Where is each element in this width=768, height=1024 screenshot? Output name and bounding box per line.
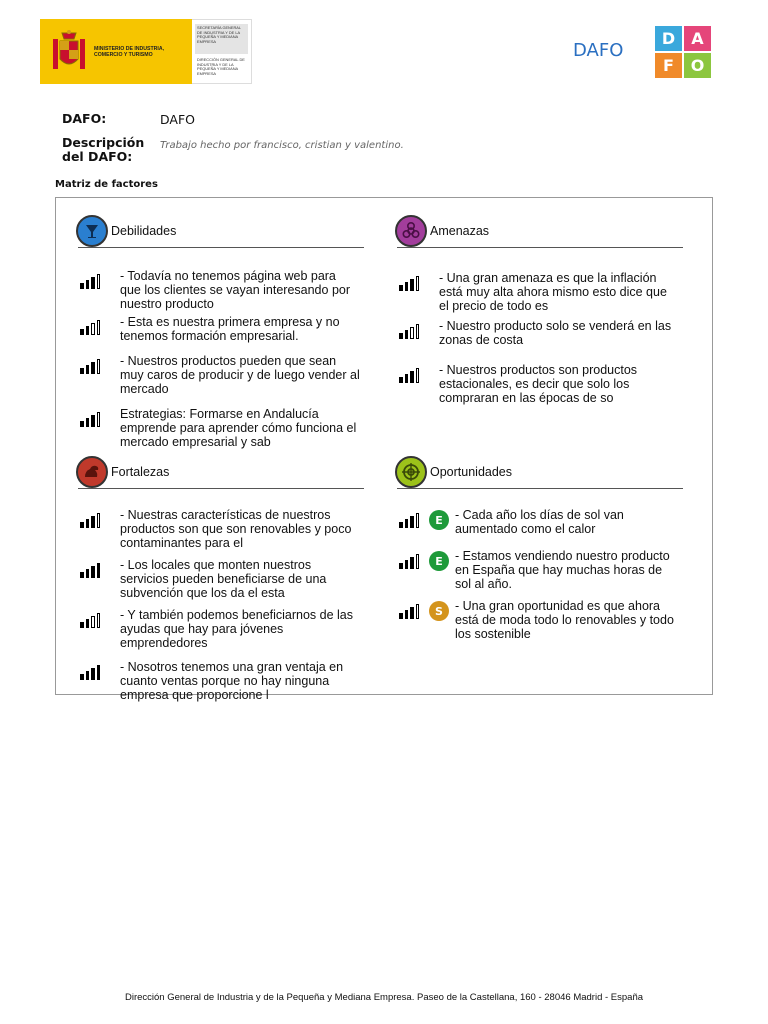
signal-bar bbox=[86, 519, 90, 528]
signal-bar bbox=[410, 607, 414, 619]
spain-crest-icon bbox=[50, 29, 88, 75]
quadrant-oportunidades bbox=[395, 456, 685, 696]
signal-bar bbox=[80, 522, 84, 528]
signal-bar bbox=[97, 274, 101, 289]
signal-bar bbox=[399, 522, 403, 528]
signal-strength-icon bbox=[80, 664, 104, 680]
signal-bar bbox=[410, 279, 414, 291]
signal-strength-icon bbox=[80, 358, 104, 374]
quadrant-title: Amenazas bbox=[430, 224, 490, 238]
ministry-logo bbox=[40, 19, 252, 84]
signal-bar bbox=[405, 374, 409, 383]
description-label-line2: del DAFO: bbox=[62, 149, 133, 164]
signal-bar bbox=[86, 569, 90, 578]
signal-bar bbox=[97, 563, 101, 578]
signal-bar bbox=[410, 371, 414, 383]
signal-bar bbox=[405, 560, 409, 569]
quadrant-header bbox=[76, 456, 169, 488]
dafo-value: DAFO bbox=[160, 112, 195, 127]
signal-bar bbox=[91, 277, 95, 289]
signal-bar bbox=[91, 362, 95, 374]
factor-item bbox=[80, 508, 364, 550]
signal-bar bbox=[399, 377, 403, 383]
dafo-label: DAFO: bbox=[62, 111, 107, 126]
signal-bar bbox=[97, 665, 101, 680]
signal-bar bbox=[97, 513, 101, 528]
factor-text: - Cada año los días de sol van aumentado como el calor bbox=[455, 508, 624, 536]
signal-bar bbox=[91, 616, 95, 628]
signal-strength-icon bbox=[399, 275, 423, 291]
factor-item bbox=[80, 269, 364, 311]
quadrant-divider bbox=[78, 488, 364, 489]
page-title: DAFO bbox=[573, 40, 624, 61]
factor-item bbox=[399, 599, 683, 641]
signal-bar bbox=[80, 421, 84, 427]
factor-item bbox=[399, 508, 683, 536]
dafo-logo-f: F bbox=[655, 53, 682, 78]
signal-strength-icon bbox=[80, 411, 104, 427]
signal-bar bbox=[399, 563, 403, 569]
factor-text: - Una gran amenaza es que la inflación está muy alta ahora mismo esto dice que el precio de todo es bbox=[439, 271, 667, 313]
signal-strength-icon bbox=[80, 319, 104, 335]
factor-text: Estrategias: Formarse en Andalucía emprende para aprender cómo funciona el mercado empresarial y sab bbox=[120, 407, 357, 449]
signal-bar bbox=[405, 282, 409, 291]
signal-strength-icon bbox=[80, 562, 104, 578]
dafo-logo-d: D bbox=[655, 26, 682, 51]
signal-bar bbox=[80, 572, 84, 578]
signal-bar bbox=[91, 415, 95, 427]
fortalezas-icon bbox=[76, 456, 108, 488]
factor-badge-icon: S bbox=[429, 601, 449, 621]
signal-bar bbox=[97, 613, 101, 628]
factor-text: - Los locales que monten nuestros servicios pueden beneficiarse de una subvención que los da el esta bbox=[120, 558, 327, 600]
quadrant-title: Debilidades bbox=[111, 224, 177, 238]
factor-text: - Nuestros productos son productos estacionales, es decir que solo los compraran en las épocas de so bbox=[439, 363, 638, 405]
factor-text: - Todavía no tenemos página web para que los clientes se vayan interesando por nuestro producto bbox=[120, 269, 351, 311]
quadrant-header bbox=[76, 215, 176, 247]
signal-strength-icon bbox=[399, 367, 423, 383]
signal-bar bbox=[410, 327, 414, 339]
signal-strength-icon bbox=[399, 603, 423, 619]
factor-text: - Y también podemos beneficiarnos de las ayudas que hay para jóvenes emprendedores bbox=[120, 608, 354, 650]
signal-bar bbox=[97, 359, 101, 374]
factor-item bbox=[399, 271, 683, 313]
signal-bar bbox=[405, 610, 409, 619]
factor-badge-icon: E bbox=[429, 510, 449, 530]
quadrant-title: Oportunidades bbox=[430, 465, 513, 479]
signal-strength-icon bbox=[80, 512, 104, 528]
page-footer: Dirección General de Industria y de la Pequeña y Mediana Empresa. Paseo de la Castellana, 160 - 28046 Madrid - España bbox=[124, 992, 644, 1003]
quadrant-divider bbox=[78, 247, 364, 248]
ministry-name: MINISTERIO DE INDUSTRIA, COMERCIO Y TURISMO bbox=[94, 45, 165, 58]
signal-bar bbox=[80, 674, 84, 680]
oportunidades-icon bbox=[395, 456, 427, 488]
description-label-line1: Descripción bbox=[62, 135, 145, 150]
factor-text: - Nuestras características de nuestros productos son que son renovables y poco contaminantes para el bbox=[120, 508, 352, 550]
factor-badge-icon: E bbox=[429, 551, 449, 571]
signal-bar bbox=[416, 513, 420, 528]
quadrant-header bbox=[395, 456, 512, 488]
ministry-logo-yellow bbox=[40, 19, 192, 84]
factor-text: - Una gran oportunidad es que ahora está de moda todo lo renovables y todo los sostenible bbox=[455, 599, 674, 641]
signal-bar bbox=[91, 516, 95, 528]
factor-text: - Nuestros productos pueden que sean muy caros de producir y de luego vender al mercado bbox=[120, 354, 360, 396]
signal-bar bbox=[86, 671, 90, 680]
signal-bar bbox=[97, 320, 101, 335]
signal-bar bbox=[416, 276, 420, 291]
description-value: Trabajo hecho por francisco, cristian y valentino. bbox=[160, 140, 404, 151]
signal-bar bbox=[91, 323, 95, 335]
factor-item bbox=[399, 319, 683, 347]
factor-item bbox=[399, 549, 683, 591]
quadrant-debilidades bbox=[76, 215, 366, 455]
quadrant-divider bbox=[397, 488, 683, 489]
factor-item bbox=[80, 558, 364, 600]
signal-bar bbox=[399, 285, 403, 291]
signal-bar bbox=[410, 557, 414, 569]
signal-bar bbox=[416, 554, 420, 569]
signal-bar bbox=[405, 330, 409, 339]
factor-text: - Nuestro producto solo se venderá en las zonas de costa bbox=[439, 319, 672, 347]
signal-bar bbox=[416, 324, 420, 339]
signal-strength-icon bbox=[399, 323, 423, 339]
factor-text: - Estamos vendiendo nuestro producto en España que hay muchas horas de sol al año. bbox=[455, 549, 670, 591]
signal-bar bbox=[399, 333, 403, 339]
quadrant-amenazas bbox=[395, 215, 685, 455]
signal-bar bbox=[86, 619, 90, 628]
signal-bar bbox=[416, 604, 420, 619]
quadrant-divider bbox=[397, 247, 683, 248]
signal-strength-icon bbox=[80, 612, 104, 628]
signal-bar bbox=[80, 622, 84, 628]
dafo-logo-a: A bbox=[684, 26, 711, 51]
quadrant-fortalezas bbox=[76, 456, 366, 702]
factor-item bbox=[399, 363, 683, 405]
secretaria-text: SECRETARÍA GENERAL DE INDUSTRIA Y DE LA PEQUEÑA Y MEDIANA EMPRESA bbox=[195, 24, 248, 54]
direccion-text: DIRECCIÓN GENERAL DE INDUSTRIA Y DE LA PEQUEÑA Y MEDIANA EMPRESA bbox=[197, 57, 245, 76]
factor-item bbox=[80, 608, 364, 650]
debilidades-icon bbox=[76, 215, 108, 247]
factor-item bbox=[80, 354, 364, 396]
factor-item bbox=[80, 407, 364, 449]
factor-item bbox=[80, 315, 364, 343]
signal-bar bbox=[86, 326, 90, 335]
signal-bar bbox=[97, 412, 101, 427]
signal-bar bbox=[416, 368, 420, 383]
amenazas-icon bbox=[395, 215, 427, 247]
signal-bar bbox=[80, 329, 84, 335]
signal-bar bbox=[80, 283, 84, 289]
matrix-title: Matriz de factores bbox=[55, 179, 158, 190]
factor-text: - Nosotros tenemos una gran ventaja en cuanto ventas porque no hay ninguna empresa que proporcione l bbox=[120, 660, 344, 702]
signal-bar bbox=[91, 668, 95, 680]
factor-text: - Esta es nuestra primera empresa y no tenemos formación empresarial. bbox=[120, 315, 340, 343]
signal-bar bbox=[405, 519, 409, 528]
quadrant-header bbox=[395, 215, 489, 247]
signal-bar bbox=[399, 613, 403, 619]
ministry-logo-white bbox=[192, 19, 252, 84]
signal-bar bbox=[91, 566, 95, 578]
signal-bar bbox=[86, 365, 90, 374]
factor-item bbox=[80, 660, 364, 702]
dafo-logo bbox=[655, 26, 711, 78]
signal-strength-icon bbox=[80, 273, 104, 289]
signal-bar bbox=[80, 368, 84, 374]
signal-strength-icon bbox=[399, 553, 423, 569]
signal-bar bbox=[86, 280, 90, 289]
dafo-logo-o: O bbox=[684, 53, 711, 78]
signal-strength-icon bbox=[399, 512, 423, 528]
factor-matrix bbox=[55, 197, 713, 702]
signal-bar bbox=[86, 418, 90, 427]
signal-bar bbox=[410, 516, 414, 528]
quadrant-title: Fortalezas bbox=[111, 465, 170, 479]
